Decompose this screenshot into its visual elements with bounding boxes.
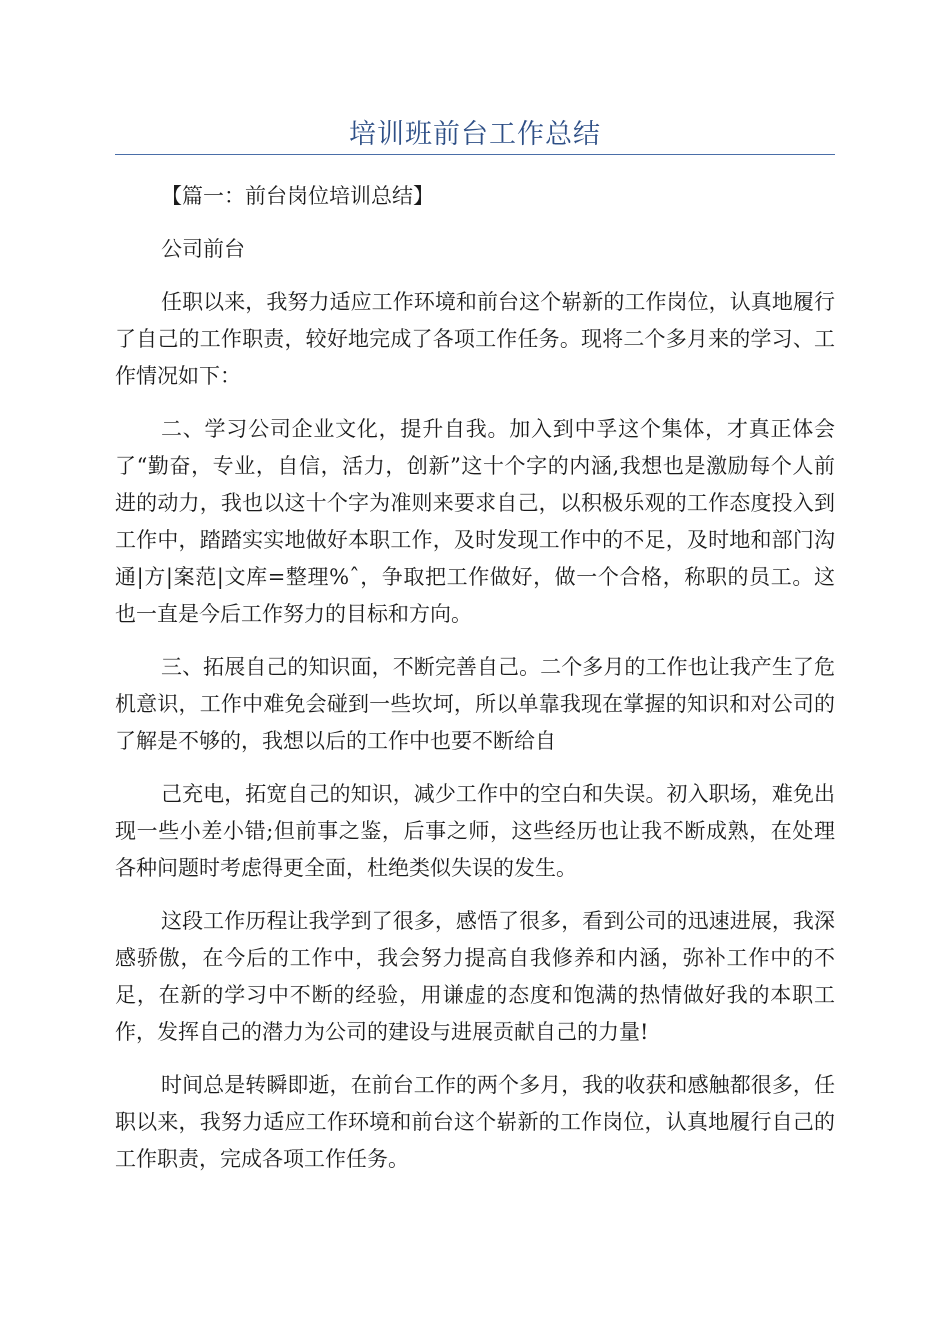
section-heading: 【篇一：前台岗位培训总结】: [161, 184, 434, 208]
paragraph-conclusion: 时间总是转瞬即逝，在前台工作的两个多月，我的收获和感触都很多，任职以来，我努力适应工作环境和前台这个崭新的工作岗位，认真地履行自己的工作职责，完成各项工作任务。: [115, 1073, 835, 1171]
paragraph-recharge: 己充电，拓宽自己的知识，减少工作中的空白和失误。初入职场，难免出现一些小差小错;但前事之鉴，后事之师，这些经历也让我不断成熟，在处理各种问题时考虑得更全面，杜绝类似失误的发生。: [115, 782, 835, 880]
subheading: 公司前台: [161, 237, 245, 261]
paragraph-culture: 二、学习公司企业文化，提升自我。加入到中孚这个集体，才真正体会了“勤奋，专业，自信，活力，创新”这十个字的内涵,我想也是激励每个人前进的动力，我也以这十个字为准则来要求自己，以积极乐观的工作态度投入到工作中，踏踏实实地做好本职工作，及时发现工作中的不足，及时地和部门沟通|方|案范|文库=整理%ˆ，争取把工作做好，做一个合格，称职的员工。这也一直是今后工作努力的目标和方向。: [115, 417, 835, 626]
title-underline-divider: [115, 154, 835, 155]
document-title: 培训班前台工作总结: [349, 119, 601, 150]
paragraph-experience: 这段工作历程让我学到了很多，感悟了很多，看到公司的迅速进展，我深感骄傲，在今后的工作中，我会努力提高自我修养和内涵，弥补工作中的不足，在新的学习中不断的经验，用谦虚的态度和饱满的热情做好我的本职工作，发挥自己的潜力为公司的建设与进展贡献自己的力量!: [115, 909, 835, 1044]
paragraph-knowledge: 三、拓展自己的知识面，不断完善自己。二个多月的工作也让我产生了危机意识，工作中难免会碰到一些坎坷，所以单靠我现在掌握的知识和对公司的了解是不够的，我想以后的工作中也要不断给自: [115, 655, 835, 753]
document-body: [115, 178, 835, 1194]
paragraph-intro: 任职以来，我努力适应工作环境和前台这个崭新的工作岗位，认真地履行了自己的工作职责，较好地完成了各项工作任务。现将二个多月来的学习、工作情况如下：: [115, 290, 835, 388]
